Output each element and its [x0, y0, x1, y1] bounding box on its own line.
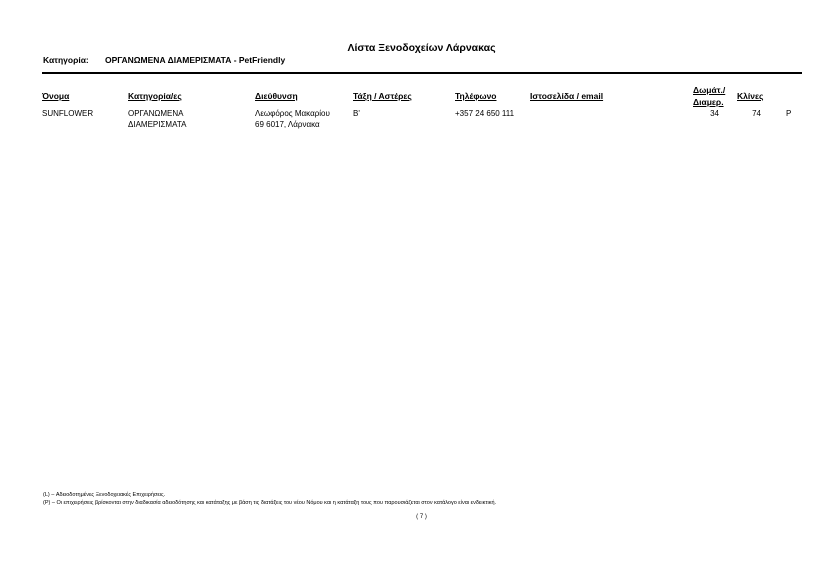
cell-beds: 74: [752, 109, 761, 118]
header-divider: [42, 72, 802, 74]
header-beds: Κλίνες: [737, 91, 764, 101]
header-category: Κατηγορία/ες: [128, 91, 182, 101]
cell-category-line1: ΟΡΓΑΝΩΜΕΝΑ: [128, 109, 184, 118]
header-class: Τάξη / Αστέρες: [353, 91, 412, 101]
cell-phone: +357 24 650 111: [455, 109, 515, 118]
footnote-pending: (P) – Οι επιχειρήσεις βρίσκονται στην διαδικασία αδειοδότησης και κατάταξης με βάση τις διατάξεις του νέου Νόμου και η κατάταξη τους που παρουσιάζεται στον κατάλογο είναι ενδεικτική.: [43, 500, 497, 506]
cell-address-line1: Λεωφόρος Μακαρίου: [255, 109, 330, 118]
header-address: Διεύθυνση: [255, 91, 298, 101]
header-website: Ιστοσελίδα / email: [530, 91, 604, 101]
cell-class: Β': [353, 109, 360, 118]
footnote-licensed: (L) – Αδειοδοτημένες Ξενοδοχειακές Επιχειρήσεις.: [43, 492, 166, 498]
header-phone: Τηλέφωνο: [455, 91, 497, 101]
page-number: ( 7 ): [416, 514, 427, 520]
header-rooms-line2: Διαμερ.: [693, 97, 724, 107]
category-value: ΟΡΓΑΝΩΜΕΝΑ ΔΙΑΜΕΡΙΣΜΑΤΑ - PetFriendly: [105, 55, 286, 65]
header-name: Όνομα: [42, 91, 70, 101]
cell-address-line2: 69 6017, Λάρνακα: [255, 120, 320, 129]
cell-name: SUNFLOWER: [42, 109, 94, 118]
cell-rooms: 34: [710, 109, 719, 118]
cell-status: P: [786, 109, 792, 118]
cell-category-line2: ΔΙΑΜΕΡΙΣΜΑΤΑ: [128, 120, 187, 129]
header-rooms-line1: Δωμάτ./: [693, 85, 726, 95]
category-label: Κατηγορία:: [43, 55, 89, 65]
document-title: Λίστα Ξενοδοχείων Λάρνακας: [347, 42, 496, 54]
